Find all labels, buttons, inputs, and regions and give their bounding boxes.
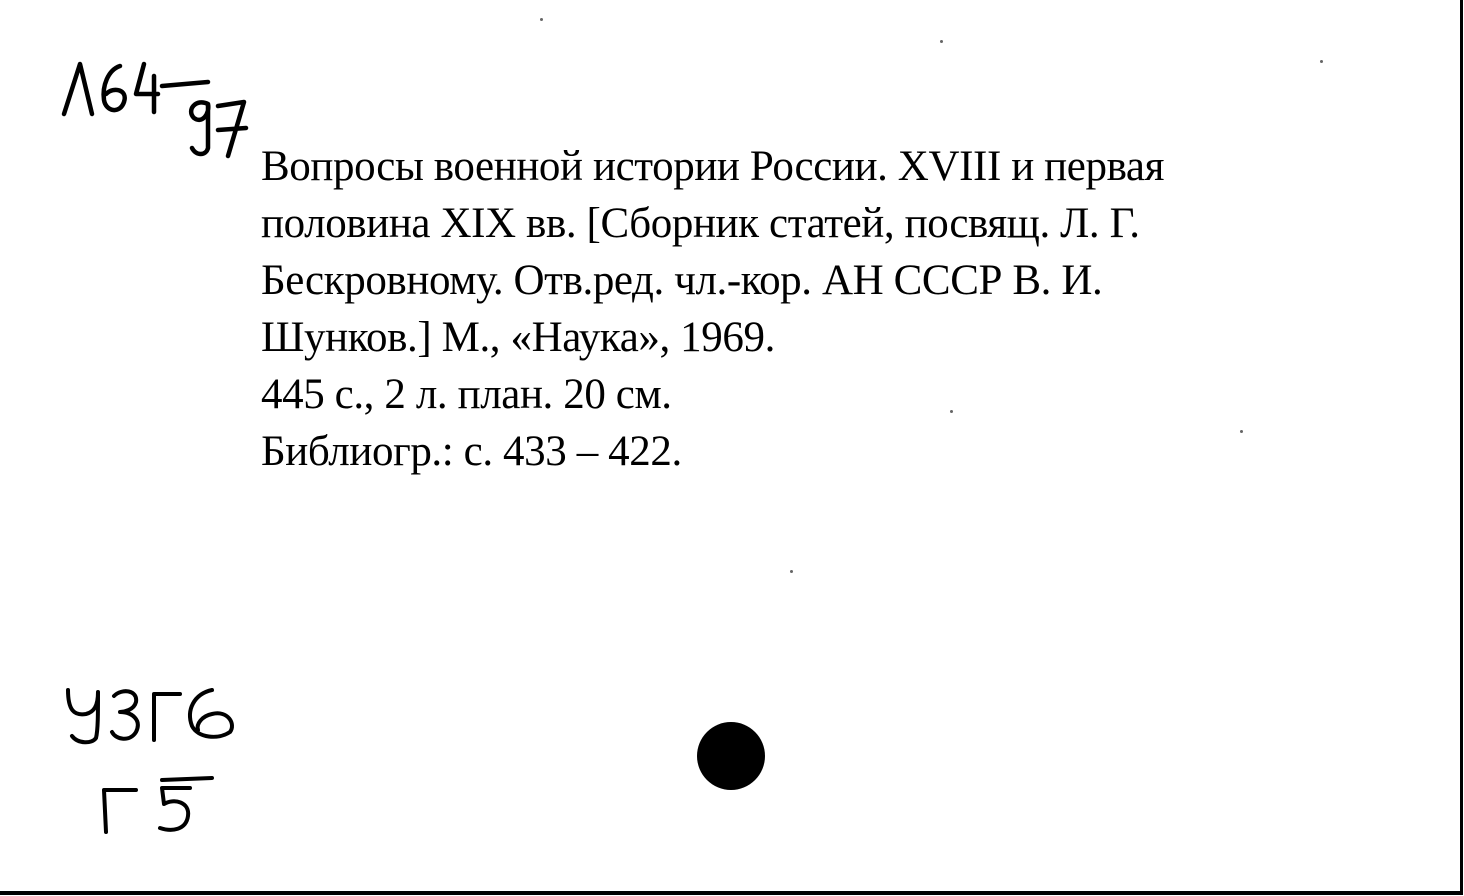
handwritten-call-number-bottom-icon	[62, 680, 282, 850]
entry-line-5: 445 с., 2 л. план. 20 см.	[261, 371, 672, 418]
call-number-top	[58, 52, 278, 192]
punch-hole	[697, 722, 765, 790]
entry-line-6: Библиогр.: с. 433 – 422.	[261, 428, 682, 475]
entry-line-1: Вопросы военной истории России. XVIII и первая	[261, 143, 1164, 190]
entry-line-2: половина XIX вв. [Сборник статей, посвящ. Л. Г.	[261, 200, 1140, 247]
dust-speck	[1240, 430, 1243, 433]
entry-line-3: Бескровному. Отв.ред. чл.-кор. АН СССР В. И.	[261, 257, 1103, 304]
dust-speck	[950, 410, 953, 413]
bibliographic-entry	[261, 138, 1381, 480]
dust-speck	[940, 40, 943, 43]
dust-speck	[790, 570, 793, 573]
entry-line-4: Шунков.] М., «Наука», 1969.	[261, 314, 775, 361]
call-number-bottom	[62, 680, 282, 850]
dust-speck	[540, 18, 543, 21]
dust-speck	[1320, 60, 1323, 63]
handwritten-call-number-top-icon	[58, 52, 278, 192]
